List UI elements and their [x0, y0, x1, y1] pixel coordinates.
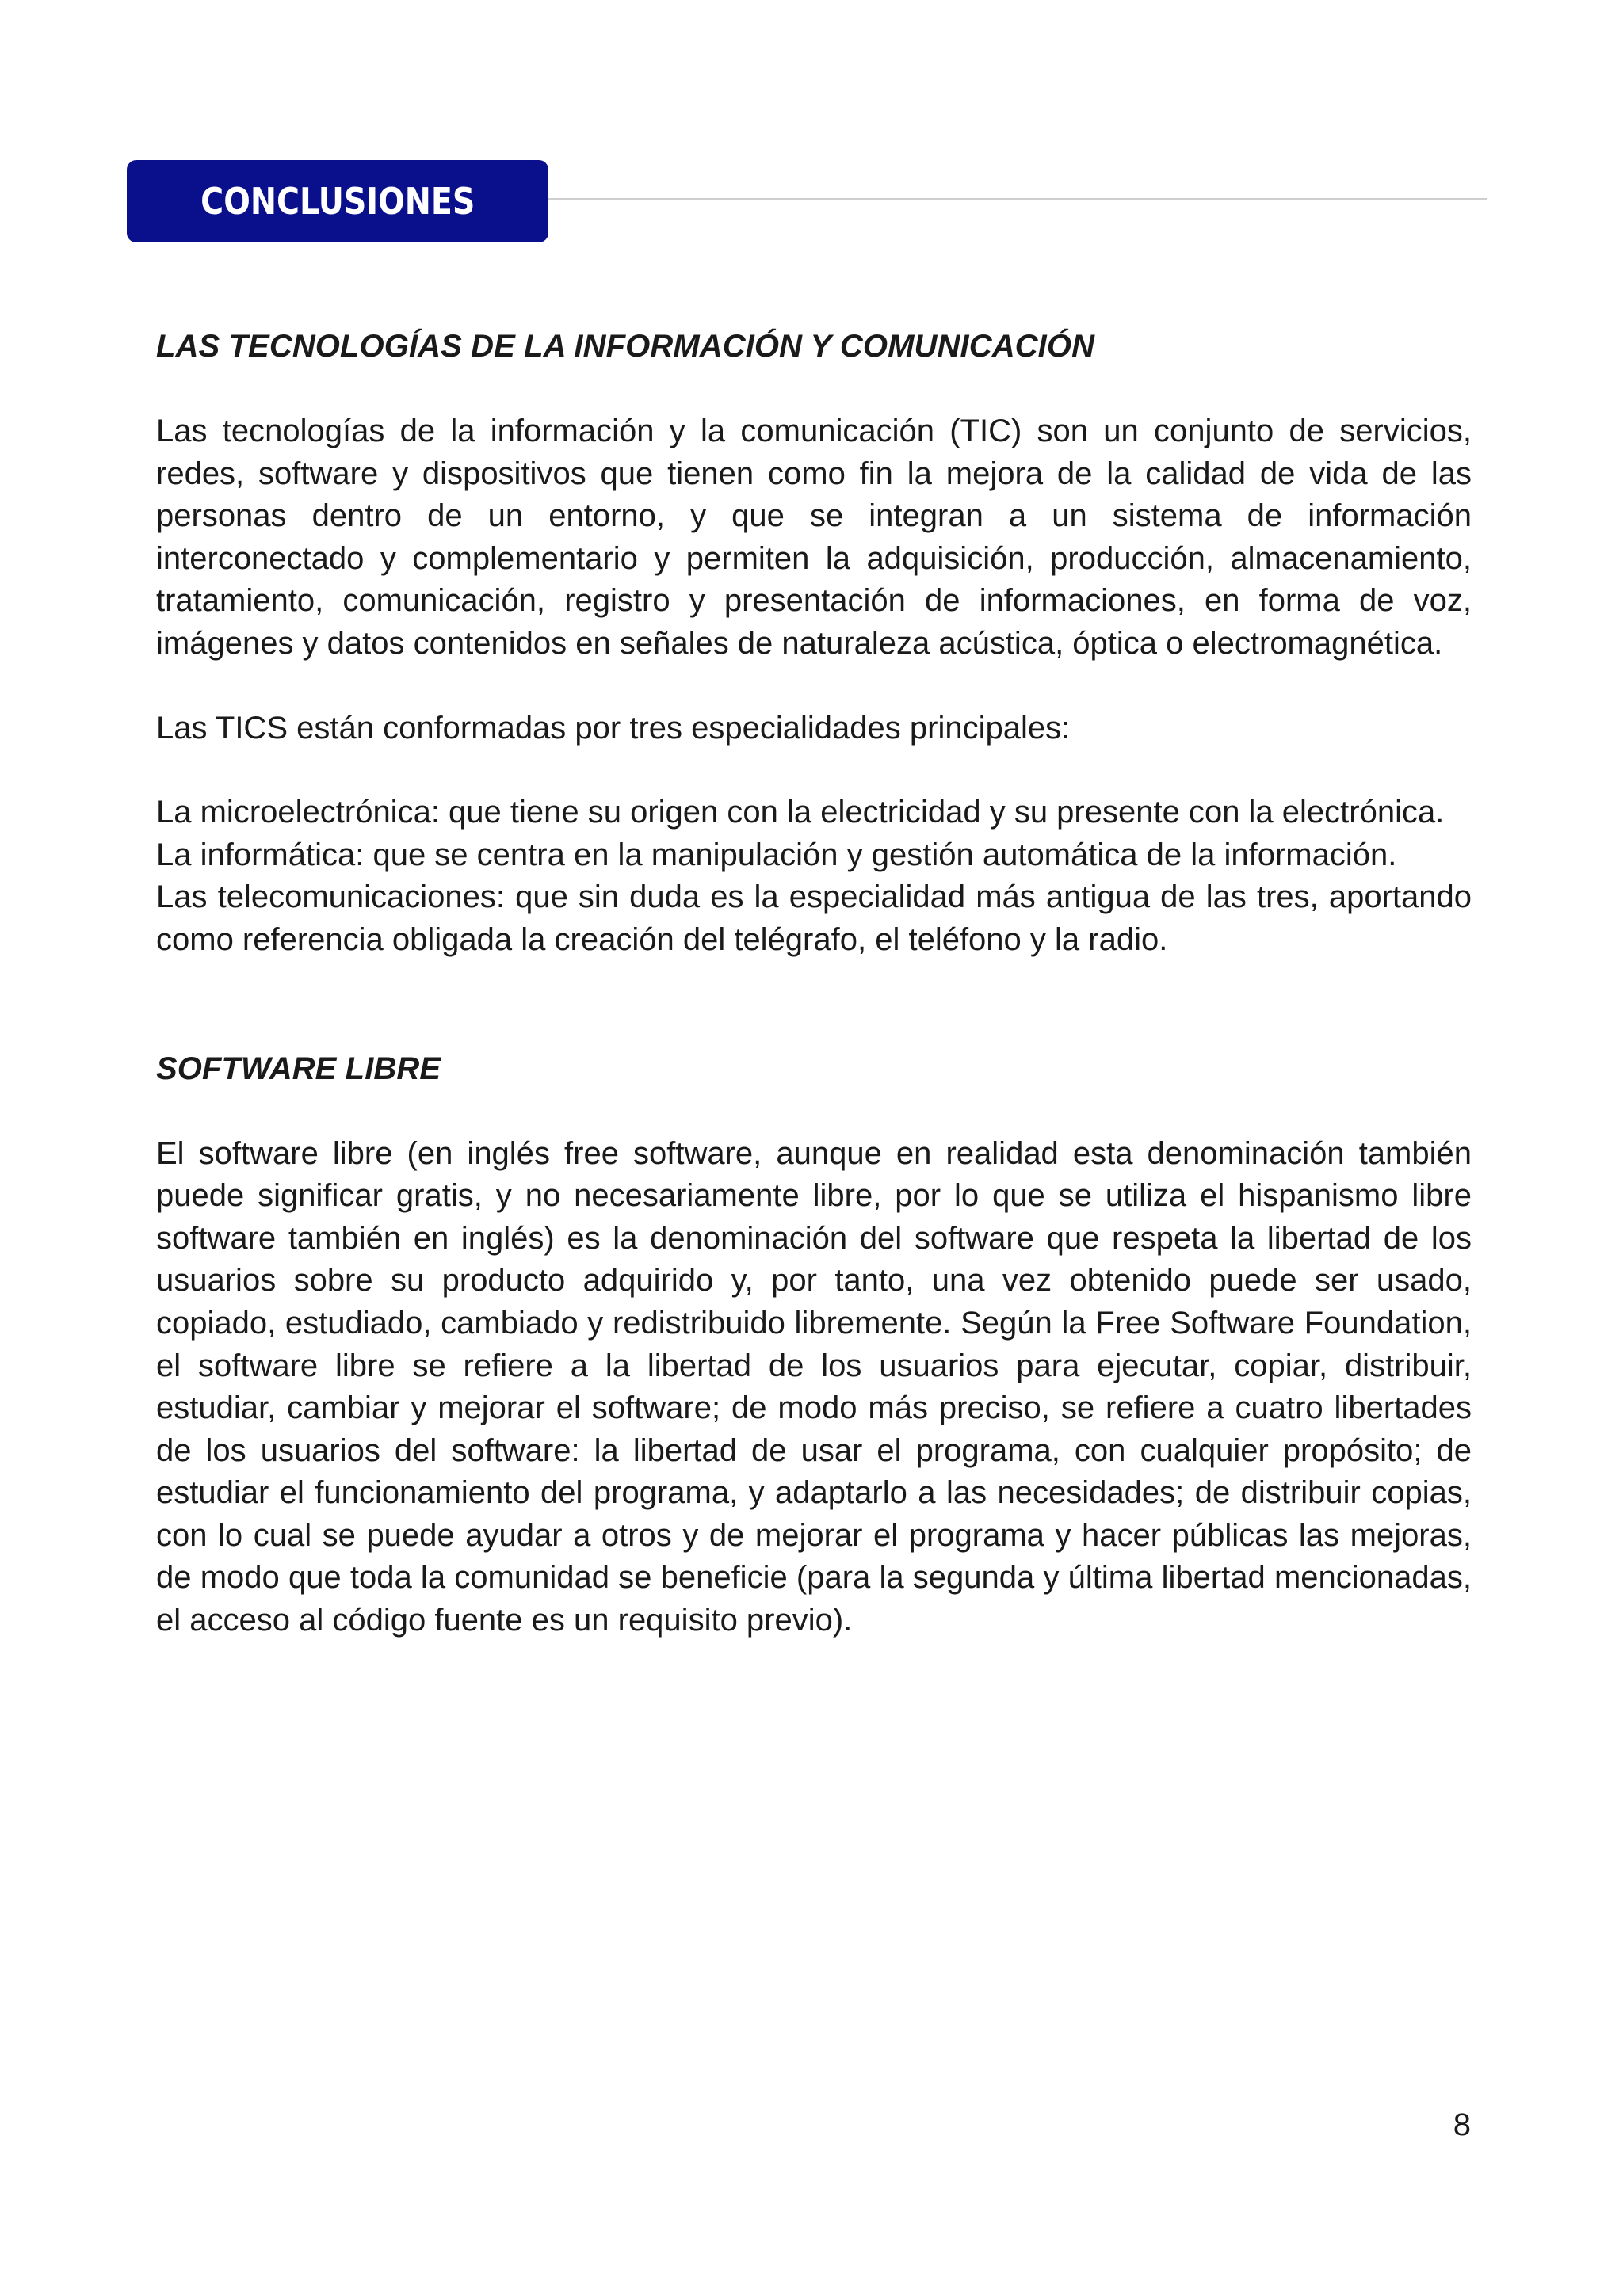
section-header-tab — [127, 160, 548, 242]
document-body — [156, 325, 1472, 1642]
paragraph-software-libre: El software libre (en inglés free software, aunque en realidad esta denominación también puede significar gratis, y no necesariamente libre, por lo que se utiliza el hispanismo libre software también en inglés) es la denominación del software que respeta la libertad de los usuarios sobre su producto adquirido y, por tanto, una vez obtenido puede ser usado, copiado, estudiado, cambiado y redistribuido libremente. Según la Free Software Foundation, el software libre se refiere a la libertad de los usuarios para ejecutar, copiar, distribuir, estudiar, cambiar y mejorar el software; de modo más preciso, se refiere a cuatro libertades de los usuarios del software: la libertad de usar el programa, con cualquier propósito; de estudiar el funcionamiento del programa, y adaptarlo a las necesidades; de distribuir copias, con lo cual se puede ayudar a otros y de mejorar el programa y hacer públicas las mejoras, de modo que toda la comunidad se beneficie (para la segunda y última libertad mencionadas, el acceso al código fuente es un requisito previo). — [156, 1135, 1472, 1638]
list-item-informatica: La informática: que se centra en la manipulación y gestión automática de la información. — [156, 837, 1397, 872]
paragraph-tic-definition: Las tecnologías de la información y la comunicación (TIC) son un conjunto de servicios, redes, software y dispositivos que tienen como fin la mejora de la calidad de vida de las personas dentro de un entorno, y que se integran a un sistema de información interconectado y complementario y permiten la adquisición, producción, almacenamiento, tratamiento, comunicación, registro y presentación de informaciones, en forma de voz, imágenes y datos contenidos en señales de naturaleza acústica, óptica o electromagnética. — [156, 414, 1472, 661]
section-title-software-libre: SOFTWARE LIBRE — [156, 1051, 441, 1086]
list-item-microelectronica: La microelectrónica: que tiene su origen con la electricidad y su presente con la electrónica. — [156, 795, 1445, 830]
section-header-label: CONCLUSIONES — [200, 180, 475, 223]
section-title-tic: LAS TECNOLOGÍAS DE LA INFORMACIÓN Y COMUNICACIÓN — [156, 329, 1095, 364]
page-number: 8 — [1453, 2107, 1471, 2142]
list-item-telecomunicaciones: Las telecomunicaciones: que sin duda es la especialidad más antigua de las tres, aportando como referencia obligada la creación del telégrafo, el teléfono y la radio. — [156, 879, 1472, 957]
paragraph-tic-specialties-intro: Las TICS están conformadas por tres especialidades principales: — [156, 710, 1071, 746]
header-divider — [548, 198, 1487, 200]
